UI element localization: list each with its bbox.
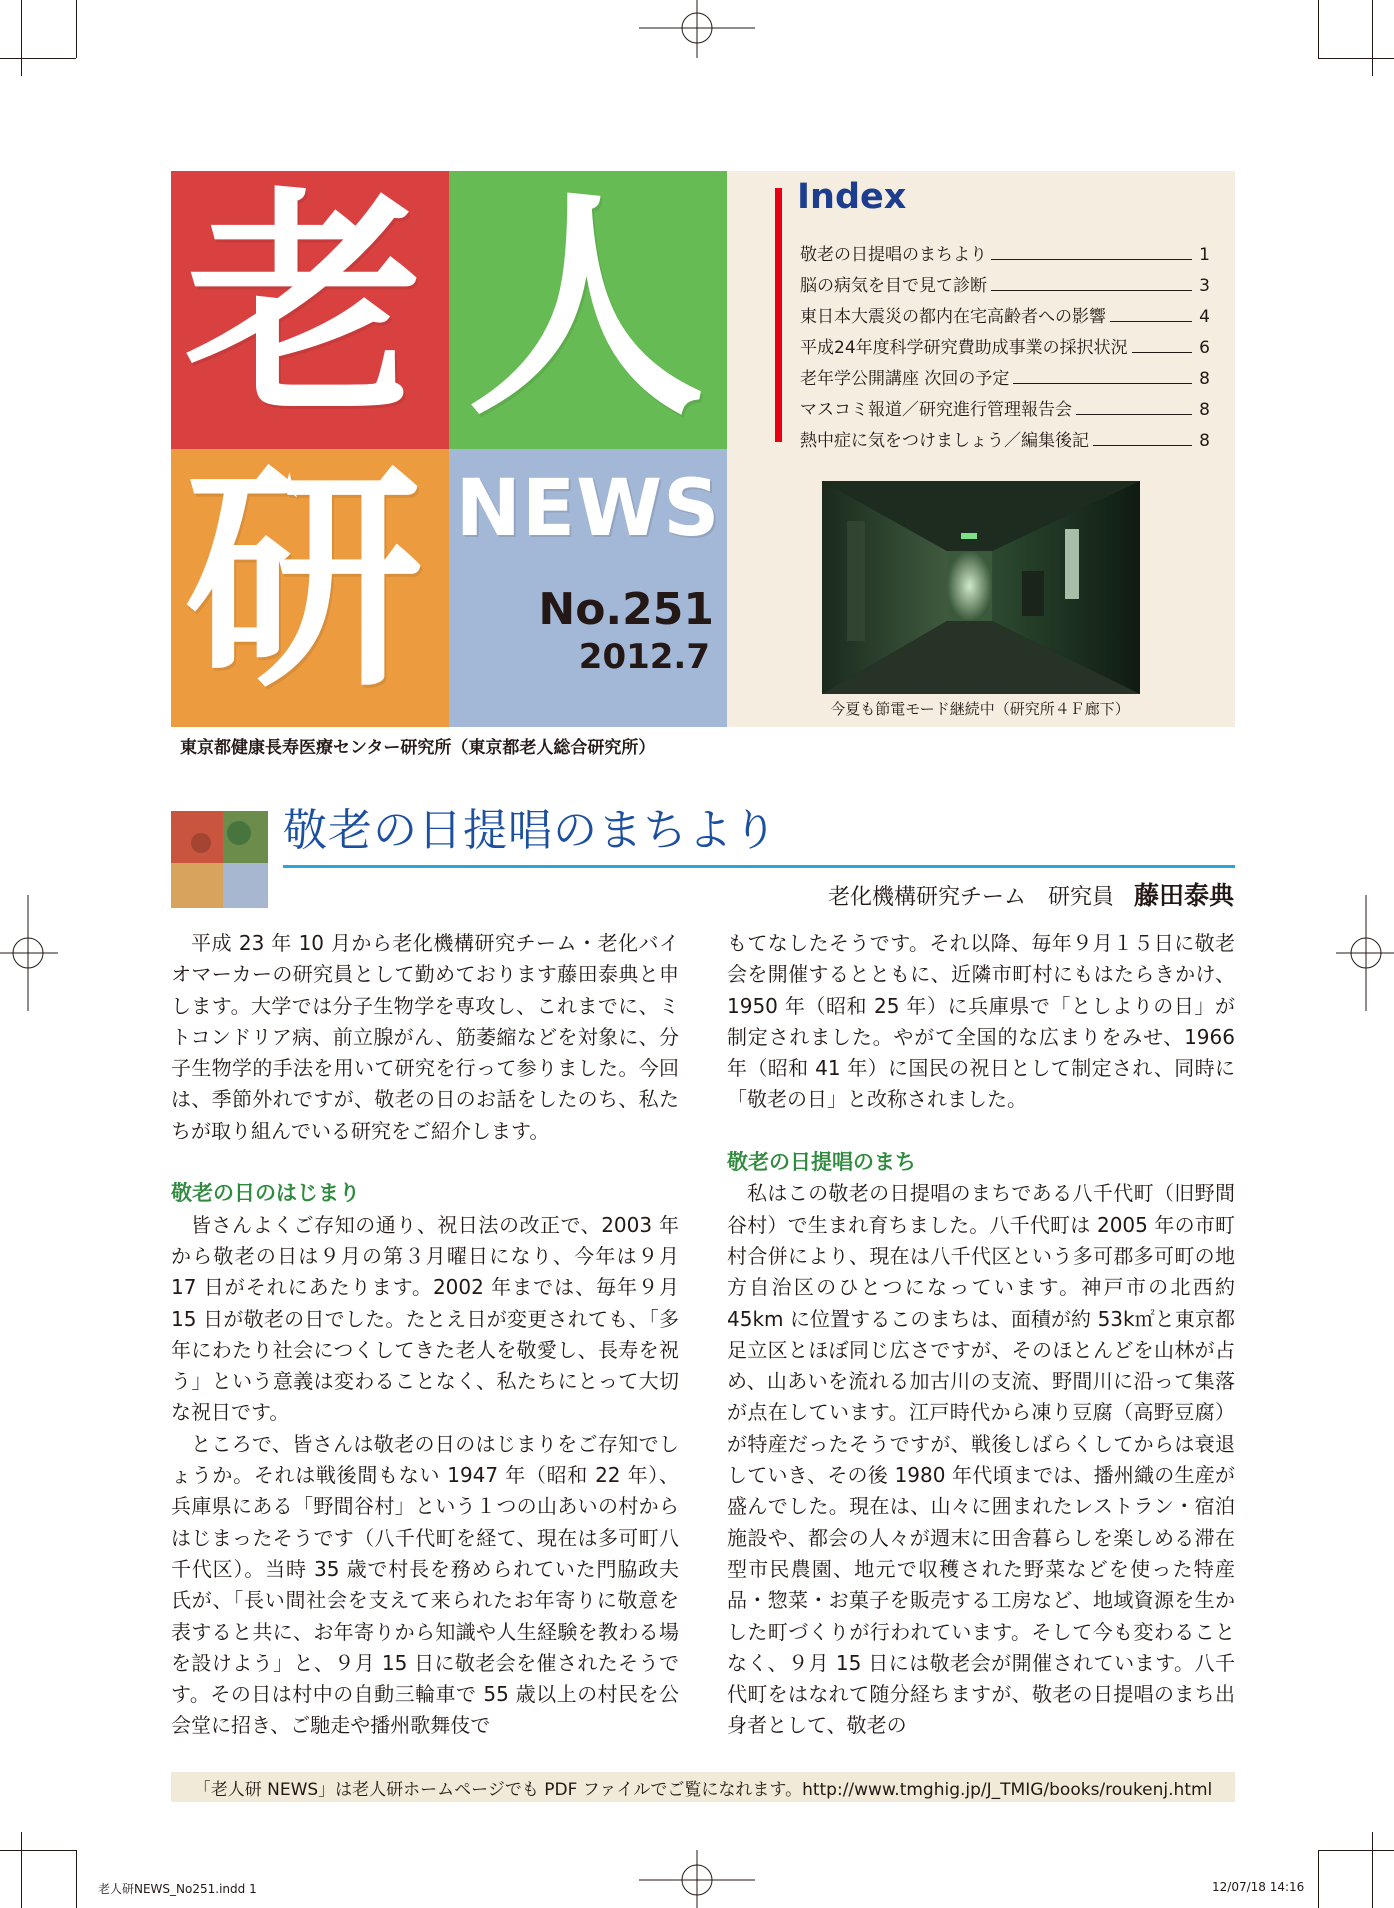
index-heading: Index bbox=[797, 177, 907, 217]
index-leader-line bbox=[1132, 352, 1192, 353]
photo-caption: 今夏も節電モード継続中（研究所４Ｆ廊下） bbox=[830, 700, 1130, 718]
registration-mark-left bbox=[0, 895, 60, 1011]
index-item-page: 1 bbox=[1199, 245, 1210, 265]
masthead-char-ken: 研 bbox=[185, 449, 423, 720]
index-leader-line bbox=[1093, 445, 1192, 446]
section-heading-origin: 敬老の日のはじまり bbox=[171, 1181, 360, 1206]
registration-mark-bottom bbox=[639, 1848, 755, 1908]
index-leader-line bbox=[1013, 383, 1192, 384]
index-item[interactable] bbox=[800, 234, 1210, 265]
index-leader-line bbox=[991, 290, 1192, 291]
article-paragraph: ところで、皆さんは敬老の日のはじまりをご存知でしょうか。それは戦後間もない 1947 年（昭和 22 年）、兵庫県にある「野間谷村」という１つの山あいの村からはじまったそうです（八千代町を経て、現在は多可町八千代区）。当時 35 歳で村長を務められていた門脇政夫氏が、「長い間社会を支えて来られたお年寄りに敬意を表すると共に、お年寄りから知識や人生経験を教わる場を設けよう」と、９月 15 日に敬老会を催されたそうです。その日は村中の自動三輪車で 55 歳以上の村民を公会堂に招き、ご馳走や播州歌舞伎で bbox=[171, 1431, 679, 1738]
index-accent-bar bbox=[775, 188, 782, 442]
article-paragraph: 皆さんよくご存知の通り、祝日法の改正で、2003 年から敬老の日は９月の第３月曜日になり、今年は９月 17 日がそれにあたります。2002 年までは、毎年９月 15 日が敬老の日でした。たとえ日が変更されても、「多年にわたり社会につくしてきた老人を敬愛し、長寿を祝う」という意義は変わることなく、私たちにとって大切な祝日です。 bbox=[171, 1212, 679, 1425]
print-slug-filename: 老人研NEWS_No251.indd 1 bbox=[98, 1882, 257, 1896]
index-item-page: 8 bbox=[1199, 369, 1210, 389]
footer-text: 「老人研 NEWS」は老人研ホームページでも PDF ファイルでご覧になれます。http://www.tmghig.jp/J_TMIG/books/roukenj.html bbox=[193, 1780, 1213, 1800]
index-item[interactable] bbox=[800, 265, 1210, 296]
issue-number: No.251 bbox=[538, 584, 714, 635]
index-item-label: 敬老の日提唱のまちより bbox=[800, 245, 987, 265]
article-title: 敬老の日提唱のまちより bbox=[283, 805, 778, 856]
masthead-red-block bbox=[171, 171, 449, 449]
masthead-green-block bbox=[449, 171, 727, 449]
index-item[interactable] bbox=[800, 296, 1210, 327]
article-paragraph-continued: もてなしたそうです。それ以降、毎年９月１５日に敬老会を開催するとともに、近隣市町村にもはたらきかけ、1950 年（昭和 25 年）に兵庫県で「としよりの日」が制定されました。やがて全国的な広まりをみせ、1966 年（昭和 41 年）に国民の祝日として制定され、同時に「敬老の日」と改称されました。 bbox=[727, 931, 1235, 1112]
registration-mark-right bbox=[1334, 895, 1394, 1011]
index-leader-line bbox=[991, 259, 1192, 260]
author-affiliation: 老化機構研究チーム 研究員 bbox=[827, 885, 1114, 910]
registration-mark-top bbox=[639, 0, 755, 60]
article-column-right bbox=[727, 928, 1235, 1742]
issue-date: 2012.7 bbox=[578, 637, 710, 677]
index-item-label: マスコミ報道／研究進行管理報告会 bbox=[800, 400, 1072, 420]
index-list bbox=[800, 234, 1210, 451]
organization-name: 東京都健康長寿医療センター研究所（東京都老人総合研究所） bbox=[180, 738, 656, 758]
index-leader-line bbox=[1076, 414, 1192, 415]
index-item[interactable] bbox=[800, 420, 1210, 451]
author-name: 藤田泰典 bbox=[1133, 881, 1234, 910]
article-mosaic-icon bbox=[171, 811, 268, 908]
masthead-news-label: NEWS bbox=[455, 464, 721, 554]
corridor-photo bbox=[822, 481, 1140, 694]
index-leader-line bbox=[1110, 321, 1192, 322]
author-line bbox=[828, 876, 1234, 912]
index-item-label: 熱中症に気をつけましょう／編集後記 bbox=[800, 431, 1089, 451]
masthead-orange-block bbox=[171, 449, 449, 727]
article-intro: 平成 23 年 10 月から老化機構研究チーム・老化バイオマーカーの研究員として勤めております藤田泰典と申します。大学では分子生物学を専攻し、これまでに、ミトコンドリア病、前立腺がん、筋萎縮などを対象に、分子生物学的手法を用いて研究を行って参りました。今回は、季節外れですが、敬老の日のお話をしたのち、私たちが取り組んでいる研究をご紹介します。 bbox=[171, 931, 679, 1143]
index-item-label: 平成24年度科学研究費助成事業の採択状況 bbox=[800, 338, 1128, 358]
article-paragraph: 私はこの敬老の日提唱のまちである八千代町（旧野間谷村）で生まれ育ちました。八千代町は 2005 年の市町村合併により、現在は八千代区という多可郡多可町の地方自治区のひとつになっています。神戸市の北西約 45km に位置するこのまちは、面積が約 53k㎡と東京都足立区とほぼ同じ広さですが、そのほとんどを山林が占め、山あいを流れる加古川の支流、野間川に沿って集落が点在しています。江戸時代から凍り豆腐（高野豆腐）が特産だったそうですが、戦後しばらくしてからは衰退していき、その後 1980 年代頃までは、播州織の生産が盛んでした。現在は、山々に囲まれたレストラン・宿泊施設や、都会の人々が週末に田舎暮らしを楽しめる滞在型市民農園、地元で収穫された野菜などを使った特産品・惣菜・お菓子を販売する工房など、地域資源を生かした町づくりが行われています。そして今も変わることなく、９月 15 日には敬老会が開催されています。八千代町をはなれて随分経ちますが、敬老の日提唱のまち出身者として、敬老の bbox=[727, 1181, 1235, 1738]
index-item[interactable] bbox=[800, 389, 1210, 420]
index-item-page: 3 bbox=[1199, 276, 1210, 296]
section-heading-town: 敬老の日提唱のまち bbox=[727, 1150, 916, 1175]
index-item-label: 脳の病気を目で見て診断 bbox=[800, 276, 987, 296]
index-item-page: 4 bbox=[1199, 307, 1210, 327]
print-slug-timestamp: 12/07/18 14:16 bbox=[1212, 1880, 1305, 1894]
article-column-left bbox=[171, 928, 679, 1742]
title-rule bbox=[283, 865, 1235, 868]
masthead-char-jin: 人 bbox=[467, 171, 705, 448]
index-item-page: 8 bbox=[1199, 400, 1210, 420]
index-item-page: 6 bbox=[1199, 338, 1210, 358]
index-item[interactable] bbox=[800, 358, 1210, 389]
index-item-label: 東日本大震災の都内在宅高齢者への影響 bbox=[800, 307, 1106, 327]
index-item-page: 8 bbox=[1199, 431, 1210, 451]
index-item-label: 老年学公開講座 次回の予定 bbox=[800, 369, 1010, 389]
masthead-char-rou: 老 bbox=[185, 171, 423, 446]
index-item[interactable] bbox=[800, 327, 1210, 358]
